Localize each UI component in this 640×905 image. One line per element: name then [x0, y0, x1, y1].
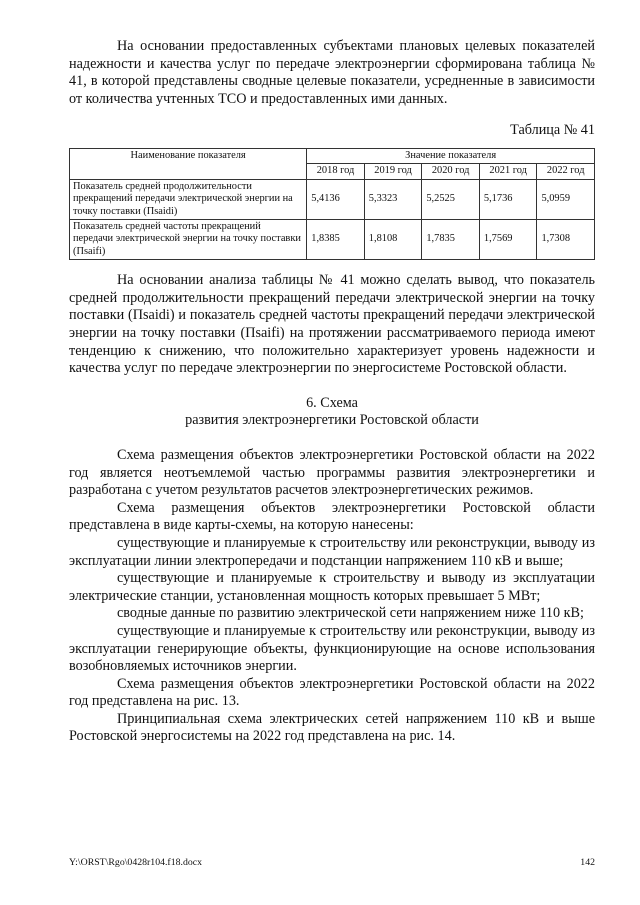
section-heading: 6. Схема — [306, 394, 358, 411]
year-header: 2020 год — [422, 164, 480, 179]
table-row — [70, 220, 595, 260]
table-caption: Таблица № 41 — [510, 122, 595, 139]
header-indicator-value: Значение показателя — [307, 148, 595, 163]
value-cell: 1,7835 — [422, 220, 480, 260]
section-subtitle: развития электроэнергетики Ростовской области — [185, 412, 479, 429]
table-row — [70, 179, 595, 219]
value-cell: 5,1736 — [479, 179, 537, 219]
document-page — [69, 38, 595, 746]
list-item: существующие и планируемые к строительству и выводу из эксплуатации электрические станции, установленная мощность которых превышает 5 МВт; — [69, 570, 595, 604]
value-cell: 1,7569 — [479, 220, 537, 260]
indicator-name-saidi: Показатель средней продолжительности прекращений передачи электрической энергии на точку поставки (Пsaidi) — [70, 179, 307, 219]
intro-paragraph: На основании предоставленных субъектами плановых целевых показателей надежности и качества услуг по передаче электроэнергии сформирована таблица № 41, в которой представлены сводные целевые показатели, усредненные в зависимости от количества учтенных ТСО и предоставленных ими данных. — [69, 38, 595, 107]
indicators-table — [69, 148, 595, 260]
body-paragraph: Схема размещения объектов электроэнергетики Ростовской области представлена в виде карты-схемы, на которую нанесены: — [69, 499, 595, 534]
indicator-name-saifi: Показатель средней частоты прекращений передачи электрической энергии на точку поставки (Пsaifi) — [70, 220, 307, 260]
year-header: 2021 год — [479, 164, 537, 179]
value-cell: 1,8108 — [364, 220, 422, 260]
year-header: 2019 год — [364, 164, 422, 179]
analysis-paragraph: На основании анализа таблицы № 41 можно сделать вывод, что показатель средней продолжительности прекращений передачи электрической энергии на точку поставки (Пsaidi) и показатель средней частоты прекращений передачи электрической энергии на точку поставки (Пsaifi) на протяжении рассматриваемого периода имеют тенденцию к снижению, что положительно характеризует уровень надежности и качества услуг по передаче электроэнергии по энергосистеме Ростовской области. — [69, 272, 595, 377]
section-body — [69, 447, 595, 746]
header-indicator-name: Наименование показателя — [70, 148, 307, 179]
list-item: существующие и планируемые к строительству или реконструкции, выводу из эксплуатации генерирующие объекты, функционирующие на основе использования возобновляемых источников энергии. — [69, 622, 595, 675]
value-cell: 5,0959 — [537, 179, 595, 219]
body-paragraph: Схема размещения объектов электроэнергетики Ростовской области на 2022 год является неотъемлемой частью программы развития электроэнергетики и разработана с учетом результатов расчетов электроэнергетических режимов. — [69, 446, 595, 499]
body-paragraph: Схема размещения объектов электроэнергетики Ростовской области на 2022 год представлена на рис. 13. — [69, 675, 595, 710]
value-cell: 5,2525 — [422, 179, 480, 219]
footer-file-path: Y:\ORST\Rgo\0428r104.f18.docx — [69, 857, 202, 868]
page-number: 142 — [580, 857, 595, 868]
list-item: сводные данные по развитию электрической сети напряжением ниже 110 кВ; — [117, 605, 584, 622]
list-item: существующие и планируемые к строительству или реконструкции, выводу из эксплуатации линии электропередачи и подстанции напряжением 110 кВ и выше; — [69, 534, 595, 569]
table-header-row — [70, 148, 595, 163]
year-header: 2018 год — [307, 164, 365, 179]
body-paragraph: Принципиальная схема электрических сетей напряжением 110 кВ и выше Ростовской энергосистемы на 2022 год представлена на рис. 14. — [69, 710, 595, 745]
page-footer — [69, 857, 595, 868]
value-cell: 5,4136 — [307, 179, 365, 219]
year-header: 2022 год — [537, 164, 595, 179]
value-cell: 5,3323 — [364, 179, 422, 219]
value-cell: 1,8385 — [307, 220, 365, 260]
value-cell: 1,7308 — [537, 220, 595, 260]
